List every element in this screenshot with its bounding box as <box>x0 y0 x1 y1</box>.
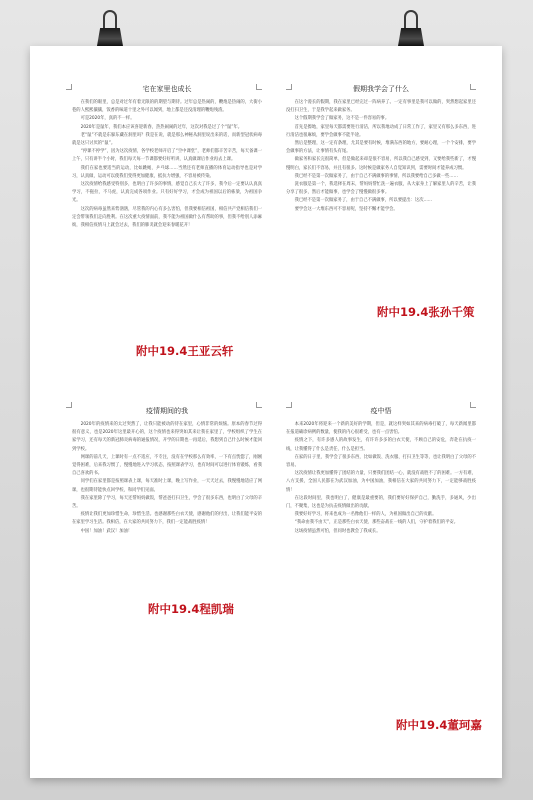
essay-3 <box>72 406 262 536</box>
essay-paragraph: 我已经不是第一次做家务了，由于自己不满做事的事情，所以我要给自己多做一些…… <box>294 173 458 179</box>
essay-paragraph: 同学们在家里都是按照课表上课，每天准时上课，晚上写作业，一天天过去，我慢慢地适应了网课，也很期待能快点回学校，和同学们见面。 <box>72 479 262 493</box>
essay-paragraph: 中国！加油！武汉！加油！ <box>80 528 133 534</box>
essay-paragraph: 2020年是鼠年，我们本应该喜迎新春，热热闹闹的过年，这次对我是过了个“鼠”年。 <box>80 124 243 130</box>
essay-paragraph: 要学会这一大堆东西可不容易呢，坚持不懈才能学会。 <box>294 206 398 212</box>
essay-paragraph: 老“鼠”不就是东躲东藏在洞里吗？我是在说，就是那么神秘从洞里说出来的话，而新型冠状病毒就是这只讨厌的“鼠”。 <box>72 132 262 147</box>
essay-paragraph: 我已经不是第一次做家务了，由于自己不满做事，所以要提出：这次…… <box>294 198 433 204</box>
essay-title: 疫情期间的我 <box>146 407 188 415</box>
essay-paragraph: “停课不停学”，因为这次疫情，各学校老师开启了“空中课堂”，老师们都辛苦辛苦，每天备课一上午，只有讲半个小时，我们每天每一节课都要好好听讲，认真做课后作业再去上课。 <box>72 149 262 163</box>
essay-paragraph: 这次疫情让我更加懂得了团结的力量，只要我们团结一心，就没有战胜不了的困难。一方有难，八方支援，全国人民都在为武汉加油，为中国加油，我相信在大家的共同努力下，一定能够战胜疫情！ <box>286 471 476 493</box>
essay-paragraph: 在这段时间里，我也明白了，健康是最重要的，我们要好好保护自己，勤洗手，多通风，少出门，不聚集，这也是为抗击疫情做出的贡献。 <box>286 495 476 510</box>
essay-paragraph: 2020年的疫情来的太过突然了，让我只能被动的待在家里，心情非常的烦恼。原本的春节过得很有意义，也是2020年这里最开心的，这个疫情也来得突如其来让我在家里了，学校组织了学生在家学习，还有每天的新冠肺炎病毒的通报情况，开学的日期也一再延后，我想到自己什么时候才能回到学校。 <box>72 422 262 452</box>
essay-paragraph: 我在家里除了学习，每天还帮妈妈做饭，帮爸爸打扫卫生，学会了很多东西，也明白了父母的辛苦。 <box>72 495 262 510</box>
essay-paragraph: 可是2020年，真的不一样。 <box>80 116 135 122</box>
essay-paragraph: 在我们的眼里，总是对过年有着无限的的期望与期待。过年总是热闹的，鞭炮是热闹的，大街小巷的人熙熙攘攘，饭香的味道十里之外可以闻到，地上都是还没清理的鞭炮残渣。 <box>72 100 262 114</box>
essay-paragraph: 首先是擦地，家里每天都需要进行清洁，所以我地动成了日常工作了，家里又有那么多东西，进行清洁也很麻烦，要学会做事不能半途。 <box>286 124 476 138</box>
essay-paragraph: 在这个漫长的假期，我在家里已经完过一阵病养了。一定有事里是我可以做的，突然想起家里还没打扫卫生，于是我学起来做家务。 <box>286 100 476 114</box>
essay-paragraph: 这次疫情给我感受特别多，也明白了许多的事情，感觉自己长大了许多，我今后一定要认认真真学习，不拖拉，不马虎，认真完成各项作业。只有好好学习，才会成为祖国以后的栋梁，为祖国争光。 <box>72 182 262 204</box>
essay-paragraph: 然后是整理，这一定有条理，尤其是要有时候，堆满东西的地方，要耐心理，一个个安排，要学会做事的方法，让事情有头有尾。 <box>286 141 476 155</box>
author-signature: 附中19.4程凯瑞 <box>148 602 234 616</box>
essay-paragraph: 本来2020年将迎来一个新的美好的学期，但是，就这样突如其来的病毒打破了，每天新闻里都在报道确诊病例的数量，使我的内心很难受，也有一点害怕。 <box>286 422 476 436</box>
poster-sheet <box>30 46 502 778</box>
author-signature: 附中19.4董珂嘉 <box>396 718 482 732</box>
essay-title: 宅在家里也成长 <box>142 85 192 93</box>
author-signature: 附中19.4张孙千策 <box>377 305 475 319</box>
essay-paragraph: 我们在家也要适当的运动，比如跳绳、乒乓球……当然还有老师直播的体育运动指导也是对学习，认真做，运动可以使我们变得更加健康，抵抗力增强，不容易被传染。 <box>72 165 262 179</box>
essay-paragraph: 这个假期我学会了做家务，这不是一件容易的事。 <box>294 116 390 122</box>
essay-paragraph: 这次的病毒虽然来势汹汹，尽管我的内心有多么害怕，但我要相信祖国，相信共产党相信我们一定会带领我们走向胜利。在这次重大疫情面前，我不能为祖国做什么有帮助的事，但我不给别人添麻烦，我相信疫情马上就会过去，我们的肺炎就会迎来春暖花开！ <box>72 206 262 229</box>
essay-4 <box>286 406 476 536</box>
essay-paragraph: 在家的日子里，我学会了很多东西，比如做饭、洗衣服、打扫卫生等等，也让我明白了父母的不容易。 <box>286 454 476 469</box>
essay-paragraph: 疫情让我们更加珍惜生命，珍惜生活。也感谢那些白衣天使，感谢他们的付出，让我们能平安的在家里学习生活。我相信，在大家的共同努力下，我们一定能战胜疫情！ <box>72 512 262 526</box>
essay-1 <box>72 84 262 230</box>
essay-paragraph: 洗衣服是第一个，我选择在周末，帮妈妈帮忙洗一遍衣服，从大家身上了解家里人的辛苦，让我分享了很多，然后才能做事，也学会了慢慢做很多事。 <box>286 182 476 196</box>
essay-title: 假期我学会了什么 <box>353 85 409 93</box>
essay-paragraph: “我命由我不由天”，正是那些白衣天使、那些奋战在一线的人们，守护着我们的平安。 <box>294 520 459 526</box>
essay-paragraph: 网课的前几天，上课时有一点不适应，不专注，没有在学校那么有效率，一下有点恍惚了，刚刚觉得困难，后来我习惯了，慢慢地进入学习状态，按照课表学习，也有时间可以进行体育锻炼，看我自己喜欢的书。 <box>72 454 262 477</box>
author-signature: 附中19.4王亚云轩 <box>136 344 234 358</box>
essay-title: 疫中悟 <box>370 407 392 415</box>
essay-2 <box>286 84 476 214</box>
essay-paragraph: 我要好好学习，将来也成为一名像他们一样的人，为祖国做出自己的贡献。 <box>294 512 437 518</box>
essay-paragraph: 做家务和家长完很简单，但是做起来却是很不容易，所以我自己感受到，又要给我些新了，才慢慢明白，家长们不容易，并且有很多。这时候是做家务人自觉知识到，需要时间才能养成习惯。 <box>286 157 476 171</box>
essay-paragraph: 这场疫情虽然可怕，但同时也教会了我成长。 <box>294 528 381 534</box>
essay-paragraph: 疫情之下，有许多感人的故事发生，有许许多多的白衣天使，不顾自己的安危，奔赴在抗疫一线，让我懂得了什么是责任，什么是担当。 <box>286 438 476 452</box>
